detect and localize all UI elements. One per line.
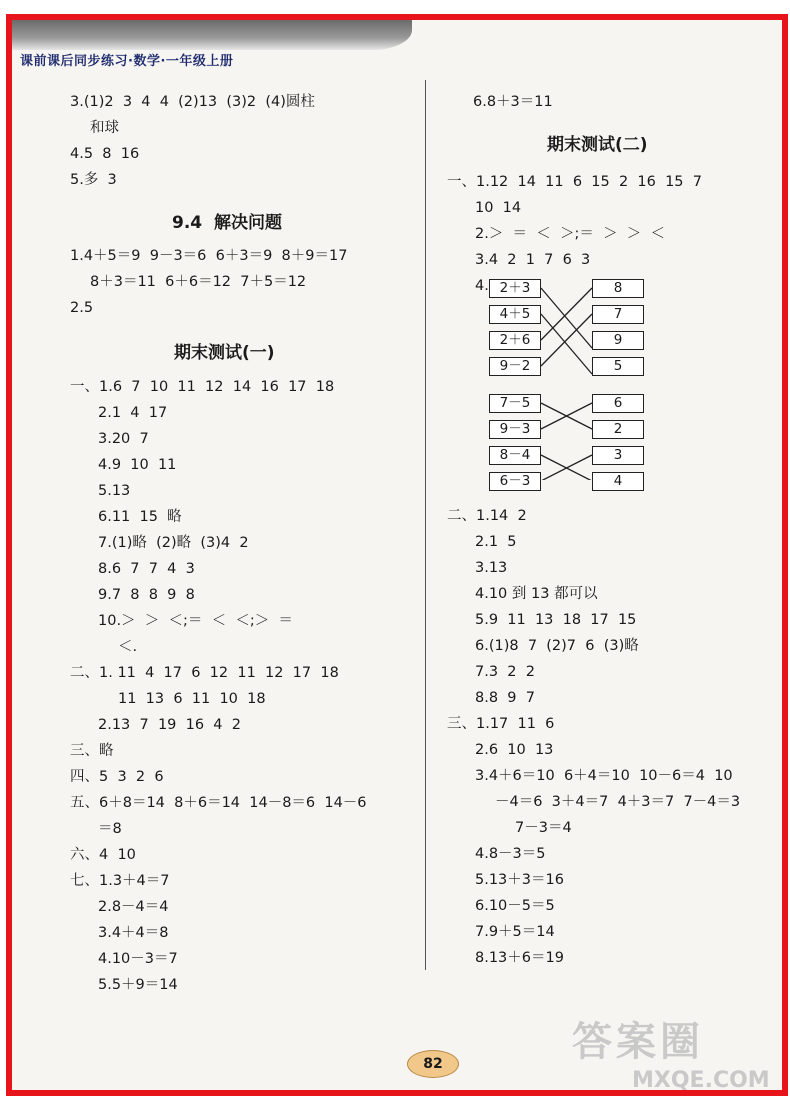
page-header — [12, 20, 412, 70]
match-left-box: 7－5 — [489, 394, 541, 413]
answer-line: 四、5 3 2 6 — [70, 769, 164, 785]
answer-line: 4.9 10 11 — [98, 457, 177, 473]
answer-line: 2.6 10 13 — [475, 742, 554, 758]
answer-line: 六、4 10 — [70, 847, 136, 863]
answer-line: 4.10 到 13 都可以 — [475, 586, 598, 602]
match-line — [541, 314, 592, 374]
answer-line: 4.5 8 16 — [70, 146, 140, 162]
answer-line: 3.20 7 — [98, 431, 149, 447]
match-right-box: 7 — [592, 305, 644, 324]
answer-line: 一、1.12 14 11 6 15 2 16 15 7 — [447, 174, 702, 190]
answer-line: 6.10－5＝5 — [475, 898, 555, 914]
answer-line: －4＝6 3＋4＝7 4＋3＝7 7－4＝3 — [495, 794, 741, 810]
answer-line: 3.4＋6＝10 6＋4＝10 10－6＝4 10 — [475, 768, 733, 784]
answer-line: 和球 — [90, 120, 119, 136]
answer-line: 3.4 2 1 7 6 3 — [475, 252, 591, 268]
match-right-box: 3 — [592, 446, 644, 465]
answer-line: 2.1 4 17 — [98, 405, 168, 421]
answer-line: 6.8＋3＝11 — [473, 94, 553, 110]
match-right-box: 6 — [592, 394, 644, 413]
answer-line: 3.4＋4＝8 — [98, 925, 169, 941]
answer-line: 三、1.17 11 6 — [447, 716, 555, 732]
answer-line: 4.8－3＝5 — [475, 846, 546, 862]
match-left-box: 4＋5 — [489, 305, 541, 324]
answer-line: 7－3＝4 — [515, 820, 572, 836]
answer-line: 4. — [475, 278, 489, 294]
answer-line: 8.8 9 7 — [475, 690, 535, 706]
answer-line: 11 13 6 11 10 18 — [118, 691, 266, 707]
match-right-box: 8 — [592, 279, 644, 298]
answer-line: 5.多 3 — [70, 172, 117, 188]
answer-line: 10.＞ ＞ ＜;＝ ＜ ＜;＞ ＝ — [98, 613, 293, 629]
answer-line: 5.9 11 13 18 17 15 — [475, 612, 637, 628]
answer-line: 8.6 7 7 4 3 — [98, 561, 195, 577]
column-divider — [425, 80, 426, 970]
answer-line: 7.(1)略 (2)略 (3)4 2 — [98, 535, 249, 551]
answer-line: 10 14 — [475, 200, 522, 216]
answer-line: ＜. — [118, 639, 138, 655]
answer-line: 1.4＋5＝9 9－3＝6 6＋3＝9 8＋9＝17 — [70, 248, 348, 264]
match-left-box: 9－2 — [489, 357, 541, 376]
answer-line: ＝8 — [98, 821, 122, 837]
header-illustration — [12, 20, 412, 50]
exam2-title: 期末测试(二) — [547, 135, 648, 155]
match-right-box: 5 — [592, 357, 644, 376]
answer-line: 8.13＋6＝19 — [475, 950, 564, 966]
match-left-box: 9－3 — [489, 420, 541, 439]
header-title: 课前课后同步练习·数学·一年级上册 — [20, 54, 234, 69]
answer-line: 6.(1)8 7 (2)7 6 (3)略 — [475, 638, 639, 654]
answer-line: 2.1 5 — [475, 534, 517, 550]
section-title: 9.4 解决问题 — [172, 213, 282, 233]
answer-line: 2.＞ ＝ ＜ ＞;＝ ＞ ＞ ＜ — [475, 226, 666, 242]
match-line — [541, 288, 592, 340]
answer-line: 5.13＋3＝16 — [475, 872, 564, 888]
answer-line: 二、1. 11 4 17 6 12 11 12 17 18 — [70, 665, 339, 681]
match-right-box: 9 — [592, 331, 644, 350]
answer-line: 七、1.3＋4＝7 — [70, 873, 170, 889]
answer-line: 五、6＋8＝14 8＋6＝14 14－8＝6 14－6 — [70, 795, 367, 811]
watermark-url: MXQE.COM — [632, 1068, 770, 1093]
match-right-box: 4 — [592, 472, 644, 491]
answer-line: 2.5 — [70, 300, 94, 316]
page-number: 82 — [407, 1050, 459, 1078]
exam1-title: 期末测试(一) — [174, 343, 275, 363]
match-left-box: 2＋6 — [489, 331, 541, 350]
answer-line: 一、1.6 7 10 11 12 14 16 17 18 — [70, 379, 335, 395]
answer-line: 2.8－4＝4 — [98, 899, 169, 915]
answer-line: 3.13 — [475, 560, 508, 576]
answer-line: 5.5＋9＝14 — [98, 977, 178, 993]
watermark-logo: 答案圈 — [572, 1019, 704, 1065]
answer-line: 三、略 — [70, 743, 114, 759]
answer-line: 9.7 8 8 9 8 — [98, 587, 195, 603]
answer-line: 7.3 2 2 — [475, 664, 535, 680]
answer-line: 5.13 — [98, 483, 131, 499]
page-frame — [6, 14, 788, 1096]
answer-line: 7.9＋5＝14 — [475, 924, 555, 940]
answer-line: 4.10－3＝7 — [98, 951, 178, 967]
answer-line: 二、1.14 2 — [447, 508, 527, 524]
match-right-box: 2 — [592, 420, 644, 439]
match-left-box: 2＋3 — [489, 279, 541, 298]
match-left-box: 6－3 — [489, 472, 541, 491]
answer-line: 3.(1)2 3 4 4 (2)13 (3)2 (4)圆柱 — [70, 94, 315, 110]
answer-line: 6.11 15 略 — [98, 509, 182, 525]
match-left-box: 8－4 — [489, 446, 541, 465]
answer-line: 8＋3＝11 6＋6＝12 7＋5＝12 — [90, 274, 307, 290]
answer-line: 2.13 7 19 16 4 2 — [98, 717, 241, 733]
match-line — [541, 288, 592, 348]
